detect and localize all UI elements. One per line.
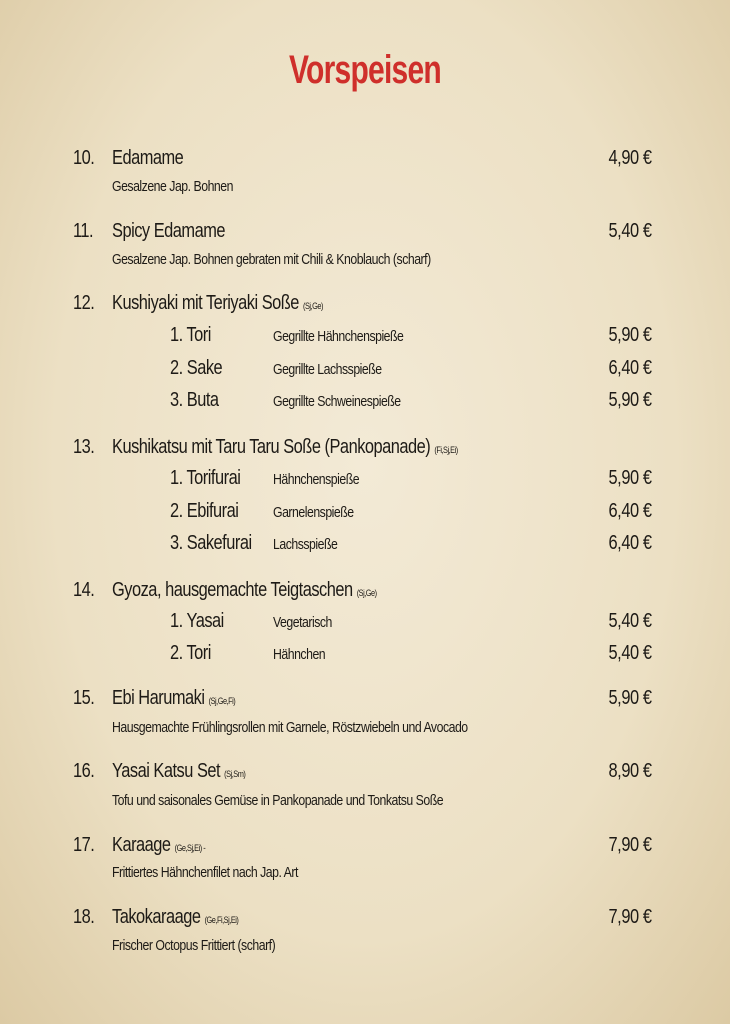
allergens: (Fi,Sj,Ei) xyxy=(434,445,458,455)
subitem-description: Gegrillte Hähnchenspieße xyxy=(273,328,404,345)
item-description: Hausgemachte Frühlingsrollen mit Garnele, Röstzwiebeln und Avocado xyxy=(112,719,468,736)
allergens: (Sj,Sm) xyxy=(224,769,246,779)
item-description: Tofu und saisonales Gemüse in Pankopanade und Tonkatsu Soße xyxy=(112,792,444,809)
allergens: (Sj,Ge) xyxy=(356,588,377,598)
item-price: 7,90 € xyxy=(608,906,652,928)
subitem-name: 1. Torifurai xyxy=(170,467,241,489)
subitem-description: Lachsspieße xyxy=(273,536,338,553)
item-name: Gyoza, hausgemachte Teigtaschen (Sj,Ge) xyxy=(112,579,377,601)
page-title: Vorspeisen xyxy=(288,48,442,92)
item-description: Gesalzene Jap. Bohnen gebraten mit Chili & Knoblauch (scharf) xyxy=(112,251,431,268)
item-name: Karaage (Ge,Sj,Ei) - xyxy=(112,834,206,856)
item-name: Spicy Edamame xyxy=(112,220,226,242)
item-description: Frischer Octopus Frittiert (scharf) xyxy=(112,937,276,954)
item-description: Frittiertes Hähnchenfilet nach Jap. Art xyxy=(112,864,298,881)
subitem-price: 6,40 € xyxy=(608,532,652,554)
item-number: 16. xyxy=(73,760,95,782)
allergens: (Sj,Ge,Fi) xyxy=(208,696,236,706)
item-number: 18. xyxy=(73,906,95,928)
item-price: 7,90 € xyxy=(608,834,652,856)
item-name: Kushiyaki mit Teriyaki Soße (Sj,Ge) xyxy=(112,292,323,314)
item-number: 17. xyxy=(73,834,95,856)
item-number: 12. xyxy=(73,292,95,314)
subitem-description: Garnelenspieße xyxy=(273,504,354,521)
item-number: 11. xyxy=(73,220,94,242)
subitem-name: 1. Yasai xyxy=(170,610,224,632)
subitem-description: Hähnchen xyxy=(273,646,326,663)
item-name: Edamame xyxy=(112,147,184,169)
subitem-price: 5,40 € xyxy=(608,642,652,664)
subitem-description: Gegrillte Schweinespieße xyxy=(273,393,401,410)
item-number: 10. xyxy=(73,147,95,169)
item-price: 4,90 € xyxy=(608,147,652,169)
item-name: Yasai Katsu Set (Sj,Sm) xyxy=(112,760,246,782)
subitem-description: Hähnchenspieße xyxy=(273,471,360,488)
item-name: Takokaraage (Ge,Fi,Sj,Ei) xyxy=(112,906,239,928)
item-price: 5,90 € xyxy=(608,687,652,709)
subitem-name: 3. Sakefurai xyxy=(170,532,252,554)
subitem-price: 6,40 € xyxy=(608,357,652,379)
item-price: 8,90 € xyxy=(608,760,652,782)
subitem-name: 2. Ebifurai xyxy=(170,500,239,522)
subitem-price: 5,40 € xyxy=(608,610,652,632)
subitem-price: 5,90 € xyxy=(608,467,652,489)
subitem-name: 2. Tori xyxy=(170,642,211,664)
item-name: Ebi Harumaki (Sj,Ge,Fi) xyxy=(112,687,236,709)
item-description: Gesalzene Jap. Bohnen xyxy=(112,178,233,195)
subitem-name: 2. Sake xyxy=(170,357,223,379)
subitem-description: Vegetarisch xyxy=(273,614,332,631)
subitem-price: 6,40 € xyxy=(608,500,652,522)
allergens: (Ge,Sj,Ei) - xyxy=(174,843,206,853)
subitem-price: 5,90 € xyxy=(608,324,652,346)
item-name: Kushikatsu mit Taru Taru Soße (Pankopanade) (Fi,Sj,Ei) xyxy=(112,436,458,458)
item-number: 14. xyxy=(73,579,95,601)
subitem-price: 5,90 € xyxy=(608,389,652,411)
item-number: 13. xyxy=(73,436,95,458)
subitem-name: 3. Buta xyxy=(170,389,219,411)
item-number: 15. xyxy=(73,687,95,709)
allergens: (Sj,Ge) xyxy=(303,301,323,311)
subitem-name: 1. Tori xyxy=(170,324,211,346)
subitem-description: Gegrillte Lachsspieße xyxy=(273,361,382,378)
item-price: 5,40 € xyxy=(608,220,652,242)
allergens: (Ge,Fi,Sj,Ei) xyxy=(204,915,239,925)
